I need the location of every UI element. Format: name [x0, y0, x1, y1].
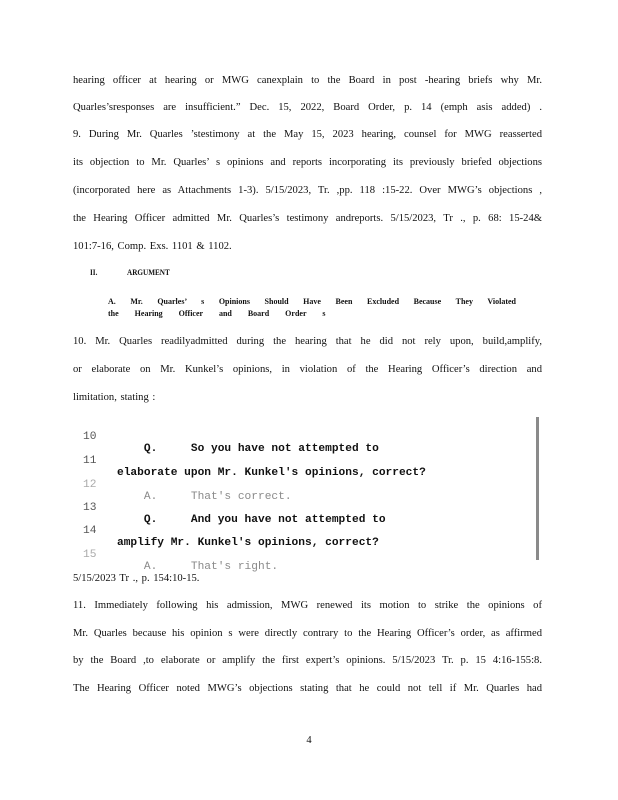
body-line: 9. During Mr. Quarles ’stestimony at the May 15, 2023 hearing, counsel for MWG reasserted [73, 129, 542, 140]
transcript-excerpt [73, 417, 539, 573]
body-line: The Hearing Officer noted MWG’s objections stating that he could not tell if Mr. Quarles had [73, 683, 542, 694]
body-line: 10. Mr. Quarles readilyadmitted during the hearing that he did not rely upon, build,amplify, [73, 336, 542, 347]
transcript-line-text: A. That's correct. [117, 491, 292, 503]
transcript-line-text: amplify Mr. Kunkel's opinions, correct? [117, 537, 379, 549]
body-line: 11. Immediately following his admission, MWG renewed its motion to strike the opinions of [73, 600, 542, 611]
transcript-line-text: elaborate upon Mr. Kunkel's opinions, correct? [117, 467, 426, 479]
excerpt-border [536, 417, 539, 560]
section-heading-number: II. [90, 268, 98, 277]
transcript-line-number: 14 [83, 525, 97, 537]
transcript-line-text: Q. And you have not attempted to [117, 514, 386, 526]
transcript-line [73, 419, 533, 455]
body-line: or elaborate on Mr. Kunkel’s opinions, in violation of the Hearing Officer’s direction and [73, 364, 542, 375]
body-line: by the Board ,to elaborate or amplify the first expert’s opinions. 5/15/2023 Tr. p. 15 4:16-155:8. [73, 655, 542, 666]
body-line: Mr. Quarles because his opinion s were directly contrary to the Hearing Officer’s order, as affirmed [73, 628, 542, 639]
transcript-line-text: Q. So you have not attempted to [117, 443, 379, 455]
transcript-line [73, 537, 533, 573]
body-line: hearing officer at hearing or MWG canexplain to the Board in post -hearing briefs why Mr. [73, 75, 542, 86]
body-line: 101:7-16, Comp. Exs. 1101 & 1102. [73, 241, 232, 252]
body-line: Quarles’sresponses are insufficient.” Dec. 15, 2022, Board Order, p. 14 (emph asis added) . [73, 102, 542, 113]
transcript-citation: 5/15/2023 Tr ., p. 154:10-15. [73, 573, 200, 584]
transcript-line-number: 13 [83, 502, 97, 514]
transcript-line-number: 11 [83, 455, 97, 467]
section-heading-title: ARGUMENT [127, 268, 170, 277]
transcript-line-number: 12 [83, 479, 97, 491]
body-line: limitation, stating : [73, 392, 156, 403]
subheading-line: the Hearing Officer and Board Order s [108, 309, 326, 318]
subheading-line: A. Mr. Quarles’ s Opinions Should Have Been Excluded Because They Violated [108, 297, 516, 306]
body-line: (incorporated here as Attachments 1-3). 5/15/2023, Tr. ,pp. 118 :15-22. Over MWG’s objections , [73, 185, 542, 196]
page-number: 4 [306, 735, 312, 746]
body-line: its objection to Mr. Quarles’ s opinions and reports incorporating its previously briefed objections [73, 157, 542, 168]
transcript-line-number: 10 [83, 431, 97, 443]
transcript-line [73, 467, 533, 503]
transcript-line [73, 513, 533, 549]
transcript-line-text: A. That's right. [117, 561, 279, 573]
body-line: the Hearing Officer admitted Mr. Quarles’s testimony andreports. 5/15/2023, Tr ., p. 68: 15-24& [73, 213, 542, 224]
transcript-line-number: 15 [83, 549, 97, 561]
transcript-line [73, 490, 533, 526]
transcript-line [73, 443, 533, 479]
